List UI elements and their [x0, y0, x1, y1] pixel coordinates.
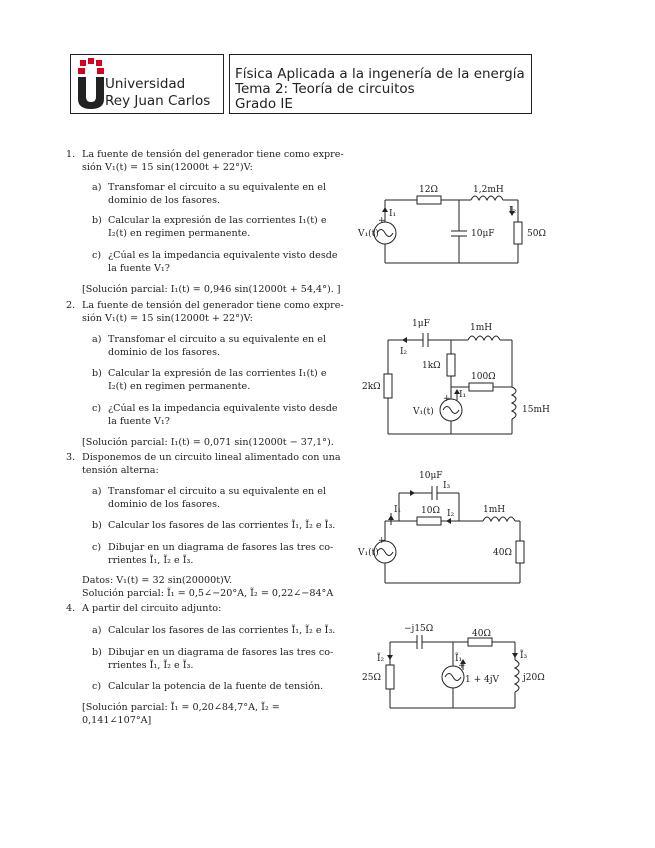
capacitor-label: 1μF: [412, 319, 430, 329]
problem-statement: sión V₁(t) = 15 sin(12000t + 22°)V:: [82, 162, 253, 173]
circuit-diagram: [355, 620, 555, 715]
problem-number: 3.: [66, 452, 76, 463]
logo-box: [70, 54, 224, 114]
item-text: la fuente V₁?: [108, 263, 170, 274]
resistor-label: 40Ω: [493, 548, 512, 558]
capacitor-label: 10μF: [471, 229, 495, 239]
resistor-label: 40Ω: [472, 629, 491, 639]
plus-sign: +: [443, 394, 451, 404]
topic-title: Tema 2: Teoría de circuitos: [235, 81, 415, 97]
plus-sign: +: [378, 216, 386, 226]
plus-sign: +: [458, 661, 466, 671]
problem-statement: sión V₁(t) = 15 sin(12000t + 22°)V:: [82, 313, 253, 324]
item-text: la fuente V₁?: [108, 416, 170, 427]
circuit-diagram: [355, 465, 535, 590]
university-name-line2: Rey Juan Carlos: [105, 93, 211, 109]
urjc-logo-icon: [76, 58, 106, 110]
source-label: V₁(t): [358, 229, 379, 239]
source-label: V₁(t): [413, 407, 434, 417]
current-label: I₂: [509, 206, 517, 216]
item-text: Transfomar el circuito a su equivalente en el: [108, 486, 326, 497]
solution-text: [Solución parcial: I₁(t) = 0,946 sin(12000t + 54,4°). ]: [82, 284, 341, 295]
problem-statement: La fuente de tensión del generador tiene como expre-: [82, 149, 344, 160]
plus-sign: +: [378, 536, 386, 546]
item-text: I₂(t) en regimen permanente.: [108, 228, 251, 239]
item-label: c): [92, 403, 102, 414]
course-title-box: [229, 54, 532, 114]
resistor-label: 1kΩ: [422, 361, 441, 371]
item-text: Calcular los fasores de las corrientes Ĩ₁, Ĩ₂ e Ĩ₃.: [108, 520, 336, 531]
item-label: a): [92, 486, 102, 497]
item-text: Transfomar el circuito a su equivalente en el: [108, 334, 326, 345]
resistor-label: 2kΩ: [362, 382, 381, 392]
item-label: a): [92, 182, 102, 193]
item-text: I₂(t) en regimen permanente.: [108, 381, 251, 392]
circuit-diagram: [355, 178, 546, 268]
item-label: b): [92, 215, 102, 226]
resistor-label: 12Ω: [419, 185, 438, 195]
item-text: Calcular la expresión de las corrientes I₁(t) e: [108, 368, 327, 379]
item-text: rrientes Ĩ₁, Ĩ₂ e Ĩ₃.: [108, 660, 194, 671]
capacitor-label: −j15Ω: [404, 624, 434, 634]
solution-text: [Solución parcial: Ĩ₁ = 0,20∠84,7°A, Ĩ₂ =: [82, 702, 280, 713]
item-text: Dibujar en un diagrama de fasores las tres co-: [108, 647, 334, 658]
item-text: Calcular los fasores de las corrientes Ĩ₁, Ĩ₂ e Ĩ₃.: [108, 625, 336, 636]
resistor-label: 50Ω: [527, 229, 546, 239]
current-label: I₁: [394, 505, 402, 515]
current-label: I₂: [447, 509, 455, 519]
current-label: Ĩ₃: [520, 651, 528, 661]
current-label: I₂: [400, 347, 408, 357]
item-text: dominio de los fasores.: [108, 347, 221, 358]
item-text: ¿Cúal es la impedancia equivalente visto desde: [108, 250, 338, 261]
current-label: Ĩ₂: [377, 654, 385, 664]
item-text: dominio de los fasores.: [108, 195, 221, 206]
item-text: Calcular la expresión de las corrientes I₁(t) e: [108, 215, 327, 226]
item-label: b): [92, 368, 102, 379]
item-text: Dibujar en un diagrama de fasores las tres co-: [108, 542, 334, 553]
problem-statement: La fuente de tensión del generador tiene como expre-: [82, 300, 344, 311]
problem-number: 4.: [66, 603, 76, 614]
item-text: dominio de los fasores.: [108, 499, 221, 510]
current-label: I₃: [443, 481, 451, 491]
current-label: I₁: [459, 390, 467, 400]
problem-number: 2.: [66, 300, 76, 311]
circuit-diagram: [355, 314, 555, 439]
course-title: Física Aplicada a la ingenería de la energía: [235, 66, 525, 82]
inductor-label: 15mH: [522, 405, 550, 415]
problem-statement: Disponemos de un circuito lineal alimentado con una: [82, 452, 341, 463]
solution-text: Solución parcial: Ĩ₁ = 0,5∠−20°A, Ĩ₂ = 0,22∠−84°A: [82, 588, 334, 599]
inductor-label: 1mH: [470, 323, 493, 333]
item-text: Calcular la potencia de la fuente de tensión.: [108, 681, 324, 692]
item-label: a): [92, 334, 102, 345]
inductor-label: j20Ω: [523, 673, 545, 683]
item-label: c): [92, 681, 102, 692]
problem-statement: tensión alterna:: [82, 465, 159, 476]
capacitor-label: 10μF: [419, 471, 443, 481]
degree-title: Grado IE: [235, 96, 293, 112]
problem-number: 1.: [66, 149, 76, 160]
solution-text: [Solución parcial: I₁(t) = 0,071 sin(12000t − 37,1°).: [82, 437, 334, 448]
current-label: I₁: [389, 209, 397, 219]
solution-text: 0,141∠107°A]: [82, 715, 152, 726]
resistor-label: 25Ω: [362, 673, 381, 683]
inductor-label: 1,2mH: [473, 185, 504, 195]
item-text: ¿Cúal es la impedancia equivalente visto desde: [108, 403, 338, 414]
resistor-label: 10Ω: [421, 506, 440, 516]
item-label: b): [92, 647, 102, 658]
item-text: rrientes Ĩ₁, Ĩ₂ e Ĩ₃.: [108, 555, 194, 566]
university-name-line1: Universidad: [105, 76, 186, 92]
current-label: Ĩ₁: [455, 654, 463, 664]
resistor-label: 100Ω: [471, 372, 496, 382]
inductor-label: 1mH: [483, 505, 506, 515]
data-text: Datos: V₁(t) = 32 sin(20000t)V.: [82, 575, 233, 586]
item-label: a): [92, 625, 102, 636]
source-label: 1 + 4jV: [465, 675, 500, 685]
item-label: c): [92, 542, 102, 553]
item-label: b): [92, 520, 102, 531]
source-label: V₁(t): [358, 548, 379, 558]
item-text: Transfomar el circuito a su equivalente en el: [108, 182, 326, 193]
problem-statement: A partir del circuito adjunto:: [82, 603, 222, 614]
item-label: c): [92, 250, 102, 261]
